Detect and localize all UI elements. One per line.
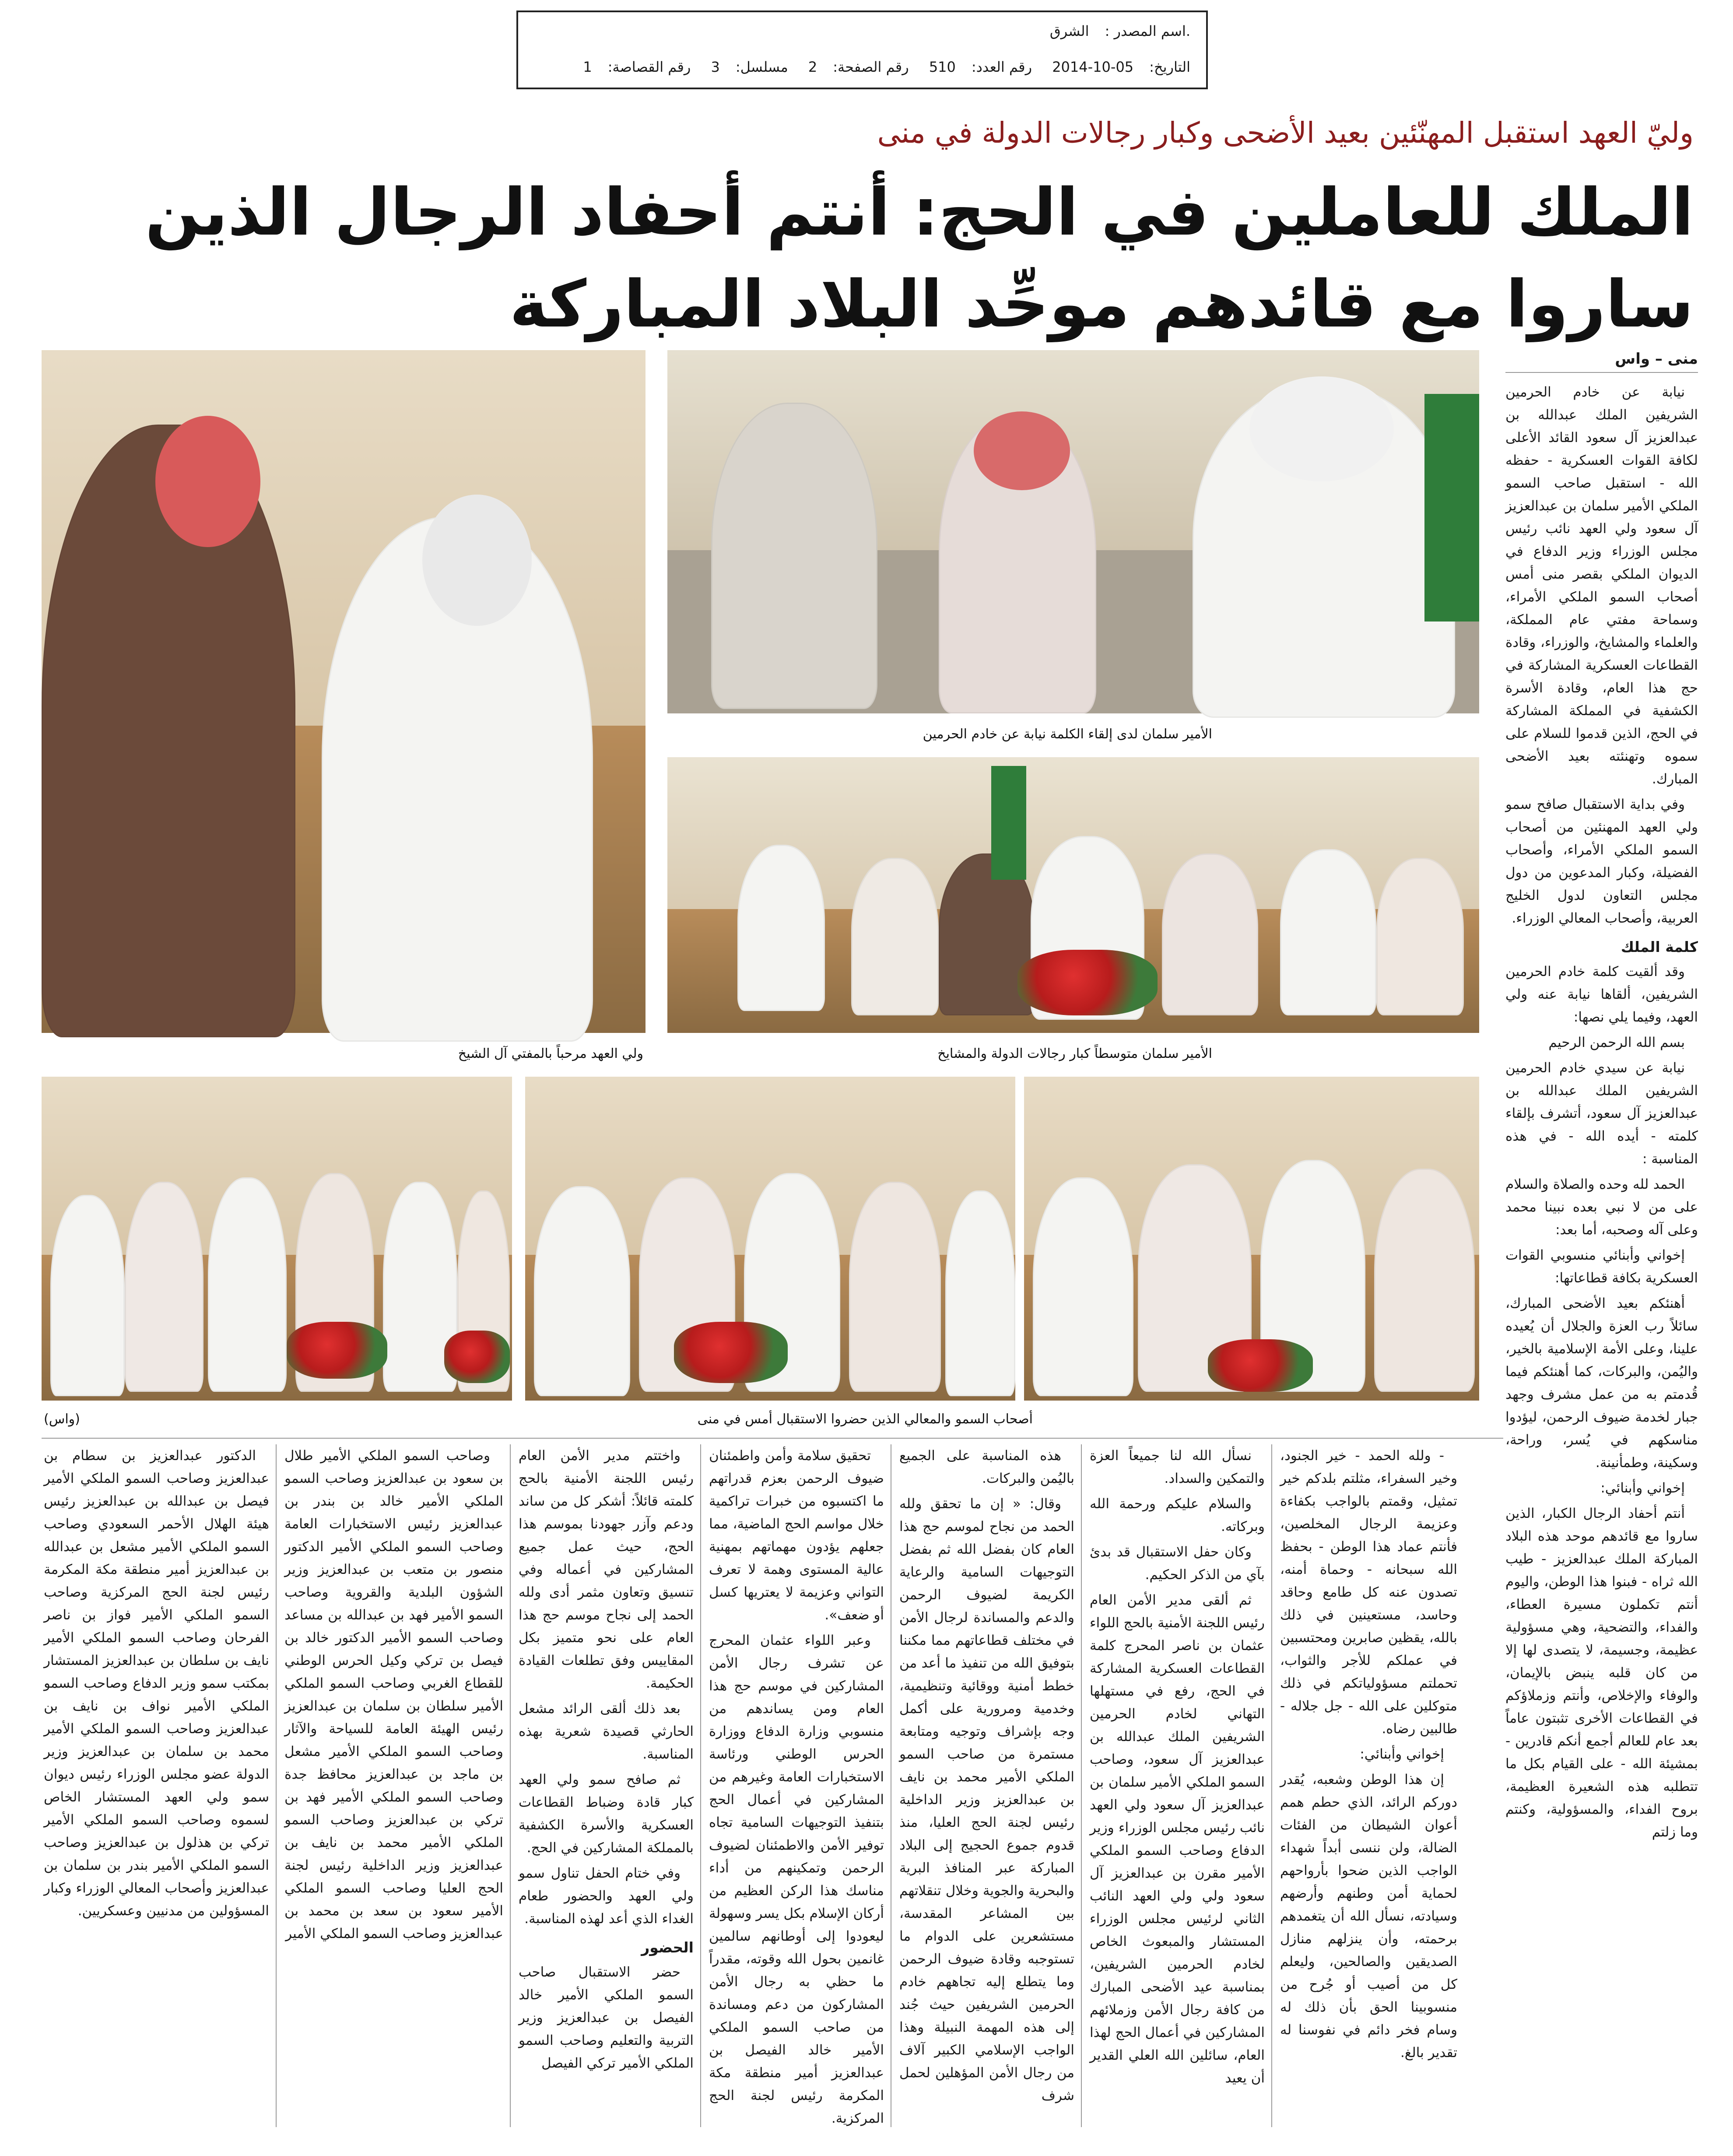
article-column-6 (519, 1444, 694, 2127)
paragraph: إن هذا الوطن وشعبه، يُقدر دوركم الرائد، الذي حطم همم أعوان الشيطان من الفئات الضالة، ولن ننسى أبداً شهداء الواجب الذين ضحوا بأرواحهم لحماية أمن وطنهم وأرضهم وسيادته، نسأل الله أن يتغمدهم برحمته، وأن ينزلهم منازل الصديقين والصالحين، وليعلم كل من أصيب أو جُرح من منسوبينا الحق بأن ذلك له وسام فخر دائم في نفوسنا له تقدير بالغ. (1280, 1772, 1457, 2061)
paragraph: تحقيق سلامة وأمن واطمئنان ضيوف الرحمن بعزم قدراتهم ما اكتسبوه من خبرات تراكمية خلال مواسم الحج الماضية، مما جعلهم يؤدون مهماتهم بمهنية عالية المستوى وهمة لا تعرف التواني وعزيمة لا يعتريها كسل أو ضعف». (709, 1448, 884, 1623)
page-label: رقم الصفحة: (833, 59, 909, 75)
paragraph: الحمد لله وحده والصلاة والسلام على من لا نبي بعده نبينا محمد وعلى آله وصحبه، أما بعد: (1505, 1176, 1698, 1238)
paragraph: وعبر اللواء عثمان المحرج عن تشرف رجال الأمن المشاركين في موسم حج هذا العام ومن يساندهم من منسوبي وزارة الدفاع ووزارة الحرس الوطني ورئاسة الاستخبارات العامة وغيرهم من المشاركين في أعمال الحج بتنفيذ التوجيهات السامية تجاه توفير الأمن والاطمئنان لضيوف الرحمن وتمكينهم من أداء مناسك هذا الركن العظيم من أركان الإسلام بكل يسر وسهولة ليعودوا إلى أوطانهم سالمين غانمين بحول الله وقوته، مقدراً ما حظي به رجال الأمن المشاركون من دعم ومساندة من صاحب السمو الملكي الأمير خالد الفيصل بن عبدالعزيز أمير منطقة مكة المكرمة رئيس لجنة الحج المركزية. (709, 1633, 884, 2126)
paragraph: والسلام عليكم ورحمة الله وبركاته. (1090, 1496, 1265, 1534)
article-column-2 (1280, 1444, 1457, 2127)
paragraph: إخواني وأبنائي: (1360, 1746, 1444, 1762)
serial-label: مسلسل: (735, 59, 788, 75)
photo-row-right (1024, 1077, 1479, 1401)
paragraph: إخواني وأبنائي: (1600, 1480, 1685, 1496)
article-dateline: منى – واس (1615, 350, 1698, 368)
paragraph: وفي ختام الحفل تناول سمو ولي العهد والحضور طعام الغداء الذي أعد لهذه المناسبة. (519, 1865, 694, 1927)
paragraph: إخواني وأبنائي منسوبي القوات العسكرية بكافة قطاعاتها: (1505, 1247, 1698, 1286)
photo-prince-salman-speech (667, 350, 1479, 713)
paragraph: وقد ألقيت كلمة خادم الحرمين الشريفين، ألقاها نيابة عنه ولي العهد، وفيما يلي نصها: (1505, 964, 1698, 1025)
issue-line (567, 59, 1190, 75)
date-value: 2014-10-05 (1052, 59, 1134, 75)
caption-photo-speech: الأمير سلمان لدى إلقاء الكلمة نيابة عن خادم الحرمين (923, 727, 1212, 742)
paragraph: نيابة عن خادم الحرمين الشريفين الملك عبدالله بن عبدالعزيز آل سعود القائد الأعلى لكافة القوات العسكرية - حفظه الله - استقبل صاحب السمو الملكي الأمير سلمان بن عبدالعزيز آل سعود ولي العهد نائب رئيس مجلس الوزراء وزير الدفاع في الديوان الملكي بقصر منى أمس أصحاب السمو الملكي الأمراء، وسماحة مفتي عام المملكة، والعلماء والمشايخ، والوزراء، وقادة القطاعات العسكرية المشاركة في حج هذا العام، وقادة الأسرة الكشفية في المملكة المشاركة في الحج، الذين قدموا للسلام على سموه وتهنئته بعيد الأضحى المبارك. (1505, 384, 1698, 787)
source-value: الشرق (1049, 23, 1089, 39)
article-column-7 (284, 1444, 503, 2127)
article-column-5 (709, 1444, 884, 2127)
article-column-1 (1505, 381, 1698, 1840)
source-metadata-box (516, 11, 1208, 89)
caption-photo-row: أصحاب السمو والمعالي الذين حضروا الاستقبال أمس في منى (697, 1412, 1033, 1427)
serial-value: 3 (711, 59, 720, 75)
photo-salman-dignitaries (667, 757, 1479, 1033)
paragraph: وقال: « إن ما تحقق ولله الحمد من نجاح لموسم حج هذا العام كان بفضل الله ثم بفضل التوجيهات السامية والرعاية الكريمة لضيوف الرحمن والدعم والمساندة لرجال الأمن في مختلف قطاعاتهم مما مكننا بتوفيق الله من تنفيذ ما أعد من خطط أمنية ووقائية وتنظيمية، وخدمية ومرورية على أكمل وجه بإشراف وتوجيه ومتابعة مستمرة من صاحب السمو الملكي الأمير محمد بن نايف بن عبدالعزيز وزير الداخلية رئيس لجنة الحج العليا، منذ قدوم جموع الحجيج إلى البلاد المباركة عبر المنافذ البرية والبحرية والجوية وخلال تنقلاتهم بين المشاعر المقدسة، مستشعرين على الدوام ما تستوجبه وقادة ضيوف الرحمن وما يتطلع إليه تجاههم خادم الحرمين الشريفين حيث جُند إلى هذه المهمة النبيلة وهذا الواجب الإسلامي الكبير آلاف من رجال الأمن المؤهلين لحمل شرف (899, 1496, 1074, 2103)
paragraph: - ولله الحمد - خير الجنود، وخير السفراء، مثلتم بلدكم خير تمثيل، وقمتم بالواجب بكفاءة وعزيمة الرجال المخلصين، فأنتم عماد هذا الوطن - بحفظ الله سبحانه - وحماة أمنه، تصدون عنه كل طامع وحاقد وحاسد، مستعينين في ذلك بالله، يقظين صابرين ومحتسبين في عملكم للأجر والثواب، تحملتم مسؤولياتكم في ذلك متوكلين على الله - جل جلاله - طالبين رضاه. (1280, 1448, 1457, 1737)
page-value: 2 (808, 59, 817, 75)
paragraph: وصاحب السمو الملكي الأمير طلال بن سعود بن عبدالعزيز وصاحب السمو الملكي الأمير خالد بن بندر بن عبدالعزيز رئيس الاستخبارات العامة وصاحب السمو الملكي الأمير الدكتور منصور بن متعب بن عبدالعزيز وزير الشؤون البلدية والقروية وصاحب السمو الأمير فهد بن عبدالله بن مساعد وصاحب السمو الأمير الدكتور خالد بن فيصل بن تركي وكيل الحرس الوطني للقطاع الغربي وصاحب السمو الملكي الأمير سلطان بن سلمان بن عبدالعزيز رئيس الهيئة العامة للسياحة والآثار وصاحب السمو الملكي الأمير مشعل بن ماجد بن عبدالعزيز محافظ جدة وصاحب السمو الملكي الأمير فهد بن تركي بن عبدالعزيز وصاحب السمو الملكي الأمير محمد بن نايف بن عبدالعزيز وزير الداخلية رئيس لجنة الحج العليا وصاحب السمو الملكي الأمير سعود بن سعد بن محمد بن عبدالعزيز وصاحب السمو الملكي الأمير (284, 1448, 503, 1942)
article-headline: الملك للعاملين في الحج: أنتم أحفاد الرجال الذين ساروا مع قائدهم موحِّد البلاد المباركة (145, 175, 1694, 342)
paragraph: ثم ألقى مدير الأمن العام رئيس اللجنة الأمنية بالحج اللواء عثمان بن ناصر المحرج كلمة القطاعات العسكرية المشاركة في الحج، رفع في مستهلها التهاني لخادم الحرمين الشريفين الملك عبدالله بن عبدالعزيز آل سعود، وصاحب السمو الملكي الأمير سلمان بن عبدالعزيز آل سعود ولي العهد نائب رئيس مجلس الوزراء وزير الدفاع وصاحب السمو الملكي الأمير مقرن بن عبدالعزيز آل سعود ولي ولي العهد النائب الثاني لرئيس مجلس الوزراء المستشار والمبعوث الخاص لخادم الحرمين الشريفين، بمناسبة عيد الأضحى المبارك من كافة رجال الأمن وزملائهم المشاركين في أعمال الحج لهذا العام، سائلين الله العلي القدير أن يعيد (1090, 1592, 1265, 2086)
source-label: .اسم المصدر : (1105, 23, 1190, 39)
paragraph: ثم صافح سمو ولي العهد كبار قادة وضباط القطاعات العسكرية والأسرة الكشفية بالمملكة المشاركين في الحج. (519, 1772, 694, 1856)
article-column-4 (899, 1444, 1074, 2127)
caption-photo-mufti: ولي العهد مرحباً بالمفتي آل الشيخ (458, 1046, 643, 1061)
paragraph: بعد ذلك ألقى الرائد مشعل الحارثي قصيدة شعرية بهذه المناسبة. (519, 1701, 694, 1762)
issue-value: 510 (929, 59, 956, 75)
paragraph: وفي بداية الاستقبال صافح سمو ولي العهد المهنئين من أصحاب السمو الملكي الأمراء، وأصحاب الفضيلة، وكبار المدعوين من دول مجلس التعاون لدول الخليج العربية، وأصحاب المعالي الوزراء. (1505, 797, 1698, 926)
paragraph: واختتم مدير الأمن العام رئيس اللجنة الأمنية بالحج كلمته قائلاً: أشكر كل من ساند ودعم وآزر جهودنا بموسم هذا الحج، حيث عمل جميع المشاركين في أعماله وفي تنسيق وتعاون مثمر أدى ولله الحمد إلى نجاح موسم حج هذا العام على نحو متميز بكل المقاييس وفق تطلعات القيادة الحكيمة. (519, 1448, 694, 1691)
article-column-3 (1090, 1444, 1265, 2127)
paragraph: نيابة عن سيدي خادم الحرمين الشريفين الملك عبدالله بن عبدالعزيز آل سعود، أتشرف بإلقاء كلمته - أيده الله - في هذه المناسبة : (1505, 1060, 1698, 1167)
issue-label: رقم العدد: (971, 59, 1032, 75)
source-line (1034, 23, 1190, 39)
photo-row-middle (525, 1077, 1015, 1401)
date-label: التاريخ: (1149, 59, 1190, 75)
paragraph: بسم الله الرحمن الرحيم (1548, 1035, 1685, 1050)
paragraph: أنتم أحفاد الرجال الكبار، الذين ساروا مع قائدهم موحد هذه البلاد المباركة الملك عبدالعزيز - طيب الله ثراه - فبنوا هذا الوطن، واليوم أنتم تكملون مسيرة العطاء، والفداء، والتضحية، وهي مسؤولية عظيمة، وجسيمة، لا يتصدى لها إلا من كان قلبه ينبض بالإيمان، والوفاء والإخلاص، وأنتم وزملاؤكم في القطاعات الأخرى تثبتون عاماً بعد عام للعالم أجمع أنكم قادرين - بمشيئة الله - على القيام بكل ما تتطلبه هذه الشعيرة العظيمة، بروح الفداء، والمسؤولية، وكنتم وما زلتم (1505, 1506, 1698, 1840)
paragraph: الدكتور عبدالعزيز بن سطام بن عبدالعزيز وصاحب السمو الملكي الأمير فيصل بن عبدالله بن عبدالعزيز رئيس هيئة الهلال الأحمر السعودي وصاحب السمو الملكي الأمير مشعل بن عبدالله بن عبدالعزيز أمير منطقة مكة المكرمة رئيس لجنة الحج المركزية وصاحب السمو الملكي الأمير فواز بن ناصر الفرحان وصاحب السمو الملكي الأمير نايف بن سلطان بن عبدالعزيز المستشار بمكتب سمو وزير الدفاع وصاحب السمو الملكي الأمير نواف بن نايف بن عبدالعزيز وصاحب السمو الملكي الأمير محمد بن سلمان بن عبدالعزيز وزير الدولة عضو مجلس الوزراء رئيس ديوان سمو ولي العهد المستشار الخاص لسموه وصاحب السمو الملكي الأمير تركي بن هذلول بن عبدالعزيز وصاحب السمو الملكي الأمير بندر بن سلمان بن عبدالعزيز وأصحاب المعالي الوزراء وكبار المسؤولين من مدنيين وعسكريين. (44, 1448, 269, 1919)
photo-crown-prince-mufti (42, 350, 645, 1033)
article-kicker: وليّ العهد استقبل المهنّئين بعيد الأضحى وكبار رجالات الدولة في منى (877, 116, 1694, 150)
clip-label: رقم القصاصة: (607, 59, 691, 75)
subheading-attendance: الحضور (641, 1939, 694, 1956)
paragraph: وكان حفل الاستقبال قد بدئ بآي من الذكر الحكيم. (1090, 1544, 1265, 1583)
caption-photo-dignitaries: الأمير سلمان متوسطاً كبار رجالات الدولة والمشايخ (937, 1046, 1212, 1061)
clip-value: 1 (583, 59, 592, 75)
paragraph: أهنئكم بعيد الأضحى المبارك، سائلاً رب العزة والجلال أن يُعيده علينا، وعلى الأمة الإسلامية بالخير، واليُمن، والبركات، كما أهنئكم فيما قُدمتم به من عمل مشرف وجهد جبار لخدمة ضيوف الرحمن، ليؤدوا مناسكهم في يُسر، وراحة، وسكينة، وطمأنينة. (1505, 1296, 1698, 1471)
photo-credit: (واس) (44, 1412, 80, 1427)
paragraph: حضر الاستقبال صاحب السمو الملكي الأمير خالد الفيصل بن عبدالعزيز وزير التربية والتعليم وصاحب السمو الملكي الأمير تركي الفيصل (519, 1964, 694, 2071)
paragraph: نسأل الله لنا جميعاً العزة والتمكين والسداد. (1090, 1448, 1265, 1486)
paragraph: هذه المناسبة على الجميع باليُمن والبركات. (899, 1448, 1074, 1486)
photo-row-left (42, 1077, 512, 1401)
subheading-kings-speech: كلمة الملك (1621, 938, 1698, 955)
article-column-8 (44, 1444, 269, 2127)
